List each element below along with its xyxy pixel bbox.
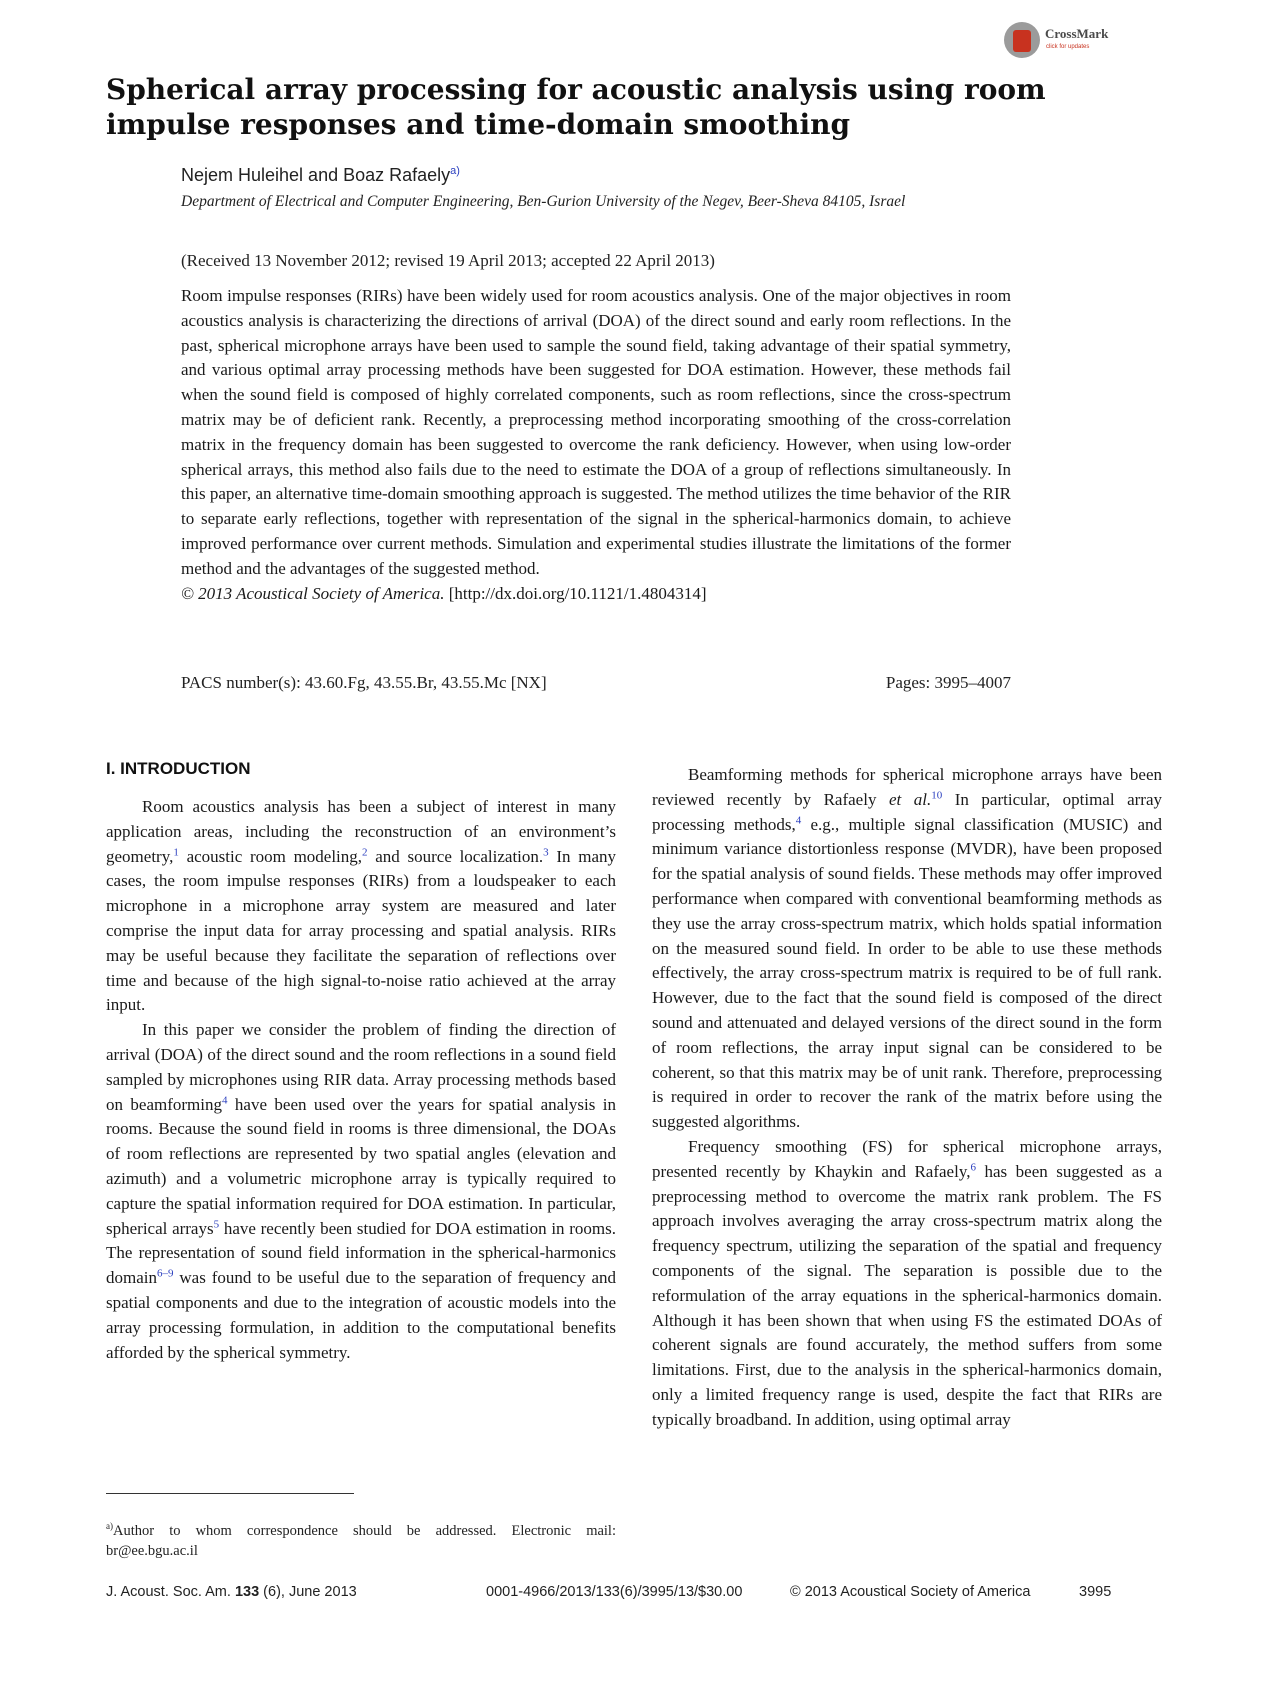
abstract-copyright: © 2013 Acoustical Society of America. [181,583,445,603]
pacs-line [181,673,1011,693]
right-column [652,763,1162,1433]
page-footer [106,1584,1160,1606]
page-range: Pages: 3995–4007 [885,673,1011,692]
intro-paragraph-1: Room acoustics analysis has been a subject of interest in many application areas, including the reconstruction of an environment’s geometry,$^1$ acoustic room modeling,$^2$ and source localization.$^3$ In many cases, the room impulse responses (RIRs) from a loudspeaker to each microphone in a microphone array system are measured and later comprise the input data for array processing and spatial analysis. RIRs may be useful because they facilitate the separation of reflections over time and because of the high signal-to-noise ratio achieved at the array input. [106,797,616,1015]
crossmark-label: CrossMark [1045,26,1109,41]
author-footnote-marker[interactable]: a) [450,165,460,177]
section-heading: I. INTRODUCTION [106,759,251,778]
citation-ref[interactable]: 6–9 [157,1267,174,1280]
footnote-marker: a) [106,1521,113,1531]
footer-copyright: © 2013 Acoustical Society of America [790,1584,1031,1600]
citation-ref[interactable]: 5 [213,1217,220,1230]
footer-journal: J. Acoust. Soc. Am. 133 (6), June 2013 [106,1584,357,1600]
abstract [181,284,1011,606]
author-list [181,165,460,186]
footnote [106,1516,616,1561]
citation-ref[interactable]: 3 [543,845,549,858]
citation-ref[interactable]: 1 [173,845,179,858]
abstract-text: Room impulse responses (RIRs) have been widely used for room acoustics analysis. One of the major objectives in room acoustics analysis is characterizing the directions of arrival (DOA) of the direct sound and early room reflections. In the past, spherical microphone arrays have been used to sample the sound field, taking advantage of their spatial symmetry, and various optimal array processing methods have been suggested for DOA estimation. However, these methods fail when the sound field is composed of highly correlated components, such as room reflections, since the cross-spectrum matrix may be of deficient rank. Recently, a preprocessing method incorporating smoothing of the cross-correlation matrix in the frequency domain has been suggested to overcome the rank deficiency. However, when using low-order spherical arrays, this method also fails due to the need to estimate the DOA of a group of reflections simultaneously. In this paper, an alternative time-domain smoothing approach is suggested. The method utilizes the time behavior of the RIR to separate early reflections, together with representation of the signal in the spherical-harmonics domain, to achieve improved performance over current methods. Simulation and experimental studies illustrate the limitations of the former method and the advantages of the suggested method. [181,286,1011,578]
footer-issn: 0001-4966/2013/133(6)/3995/13/$30.00 [486,1584,743,1600]
left-column [106,795,616,1365]
affiliation: Department of Electrical and Computer Engineering, Ben-Gurion University of the Negev, Beer-Sheva 84105, Israel [181,193,906,210]
citation-ref[interactable]: 2 [362,845,368,858]
intro-paragraph-2: In this paper we consider the problem of finding the direction of arrival (DOA) of the direct sound and the room reflections in a sound field sampled by microphones using RIR data. Array processing methods based on beamforming$^4$ have been used over the years for spatial analysis in rooms. Because the sound field in rooms is three dimensional, the DOAs of room reflections are represented by two spatial angles (elevation and azimuth) and a volumetric microphone array is typically required to capture the spatial information required for DOA estimation. In particular, spherical arrays$^5$ have recently been studied for DOA estimation in rooms. The representation of sound field information in the spherical-harmonics domain$^{6-9}$ was found to be useful due to the separation of frequency and spatial components and due to the integration of acoustic models into the array processing formulation, in addition to the computational benefits afforded by the spherical symmetry. [106,1020,617,1362]
crossmark-badge[interactable] [1004,20,1114,60]
footer-page-number: 3995 [1079,1584,1112,1600]
citation-ref[interactable]: 4 [222,1093,228,1106]
citation-ref[interactable]: 10 [931,789,943,802]
abstract-doi[interactable]: [http://dx.doi.org/10.1121/1.4804314] [448,583,707,603]
footnote-divider [106,1493,354,1494]
intro-paragraph-4: Frequency smoothing (FS) for spherical microphone arrays, presented recently by Khaykin and Rafaely,$^6$ has been suggested as a preprocessing method to overcome the matrix rank problem. The FS approach involves averaging the array cross-spectrum matrix along the frequency spectrum, utilizing the separation of the spatial and frequency components of the signal. The separation is possible due to the reformulation of the array equations in the spherical-harmonics domain. Although it has been shown that when using FS the estimated DOAs of coherent signals are found accurately, the method suffers from some limitations. First, due to the analysis in the spherical-harmonics domain, only a limited frequency range is used, despite the fact that RIRs are typically broadband. In addition, using optimal array [652,1136,1162,1429]
paper-title: Spherical array processing for acoustic analysis using room impulse responses and time-domain smoothing [106,73,1046,141]
crossmark-sublabel: click for updates [1046,44,1090,50]
citation-ref[interactable]: 6 [970,1161,976,1174]
pacs-numbers: PACS number(s): 43.60.Fg, 43.55.Br, 43.55.Mc [NX] [181,673,547,692]
received-dates: (Received 13 November 2012; revised 19 April 2013; accepted 22 April 2013) [181,251,715,270]
citation-ref[interactable]: 4 [795,813,802,826]
crossmark-icon [1004,22,1040,58]
author-names: Nejem Huleihel and Boaz Rafaely [181,165,451,185]
footnote-text: Author to whom correspondence should be addressed. Electronic mail: br@ee.bgu.ac.il [106,1522,616,1559]
intro-paragraph-3: Beamforming methods for spherical microphone arrays have been reviewed recently by Rafaely et al.$^{10}$ In particular, optimal array processing methods,$^4$ e.g., multiple signal classification (MUSIC) and minimum variance distortionless response (MVDR), have been proposed for the spatial analysis of sound fields. These methods may offer improved performance when compared with conventional beamforming methods as they use the array cross-spectrum matrix, which holds spatial information on the measured sound field. In order to be able to use these methods effectively, the array cross-spectrum matrix is required to be of full rank. However, due to the fact that the sound field is composed of the direct sound and attenuated and delayed versions of the direct sound in the form of room reflections, the array input signal can be considered to be coherent, so that this matrix may be of unit rank. Therefore, preprocessing is required in order to recover the rank of the matrix before using the suggested algorithms. [652,765,1162,1132]
